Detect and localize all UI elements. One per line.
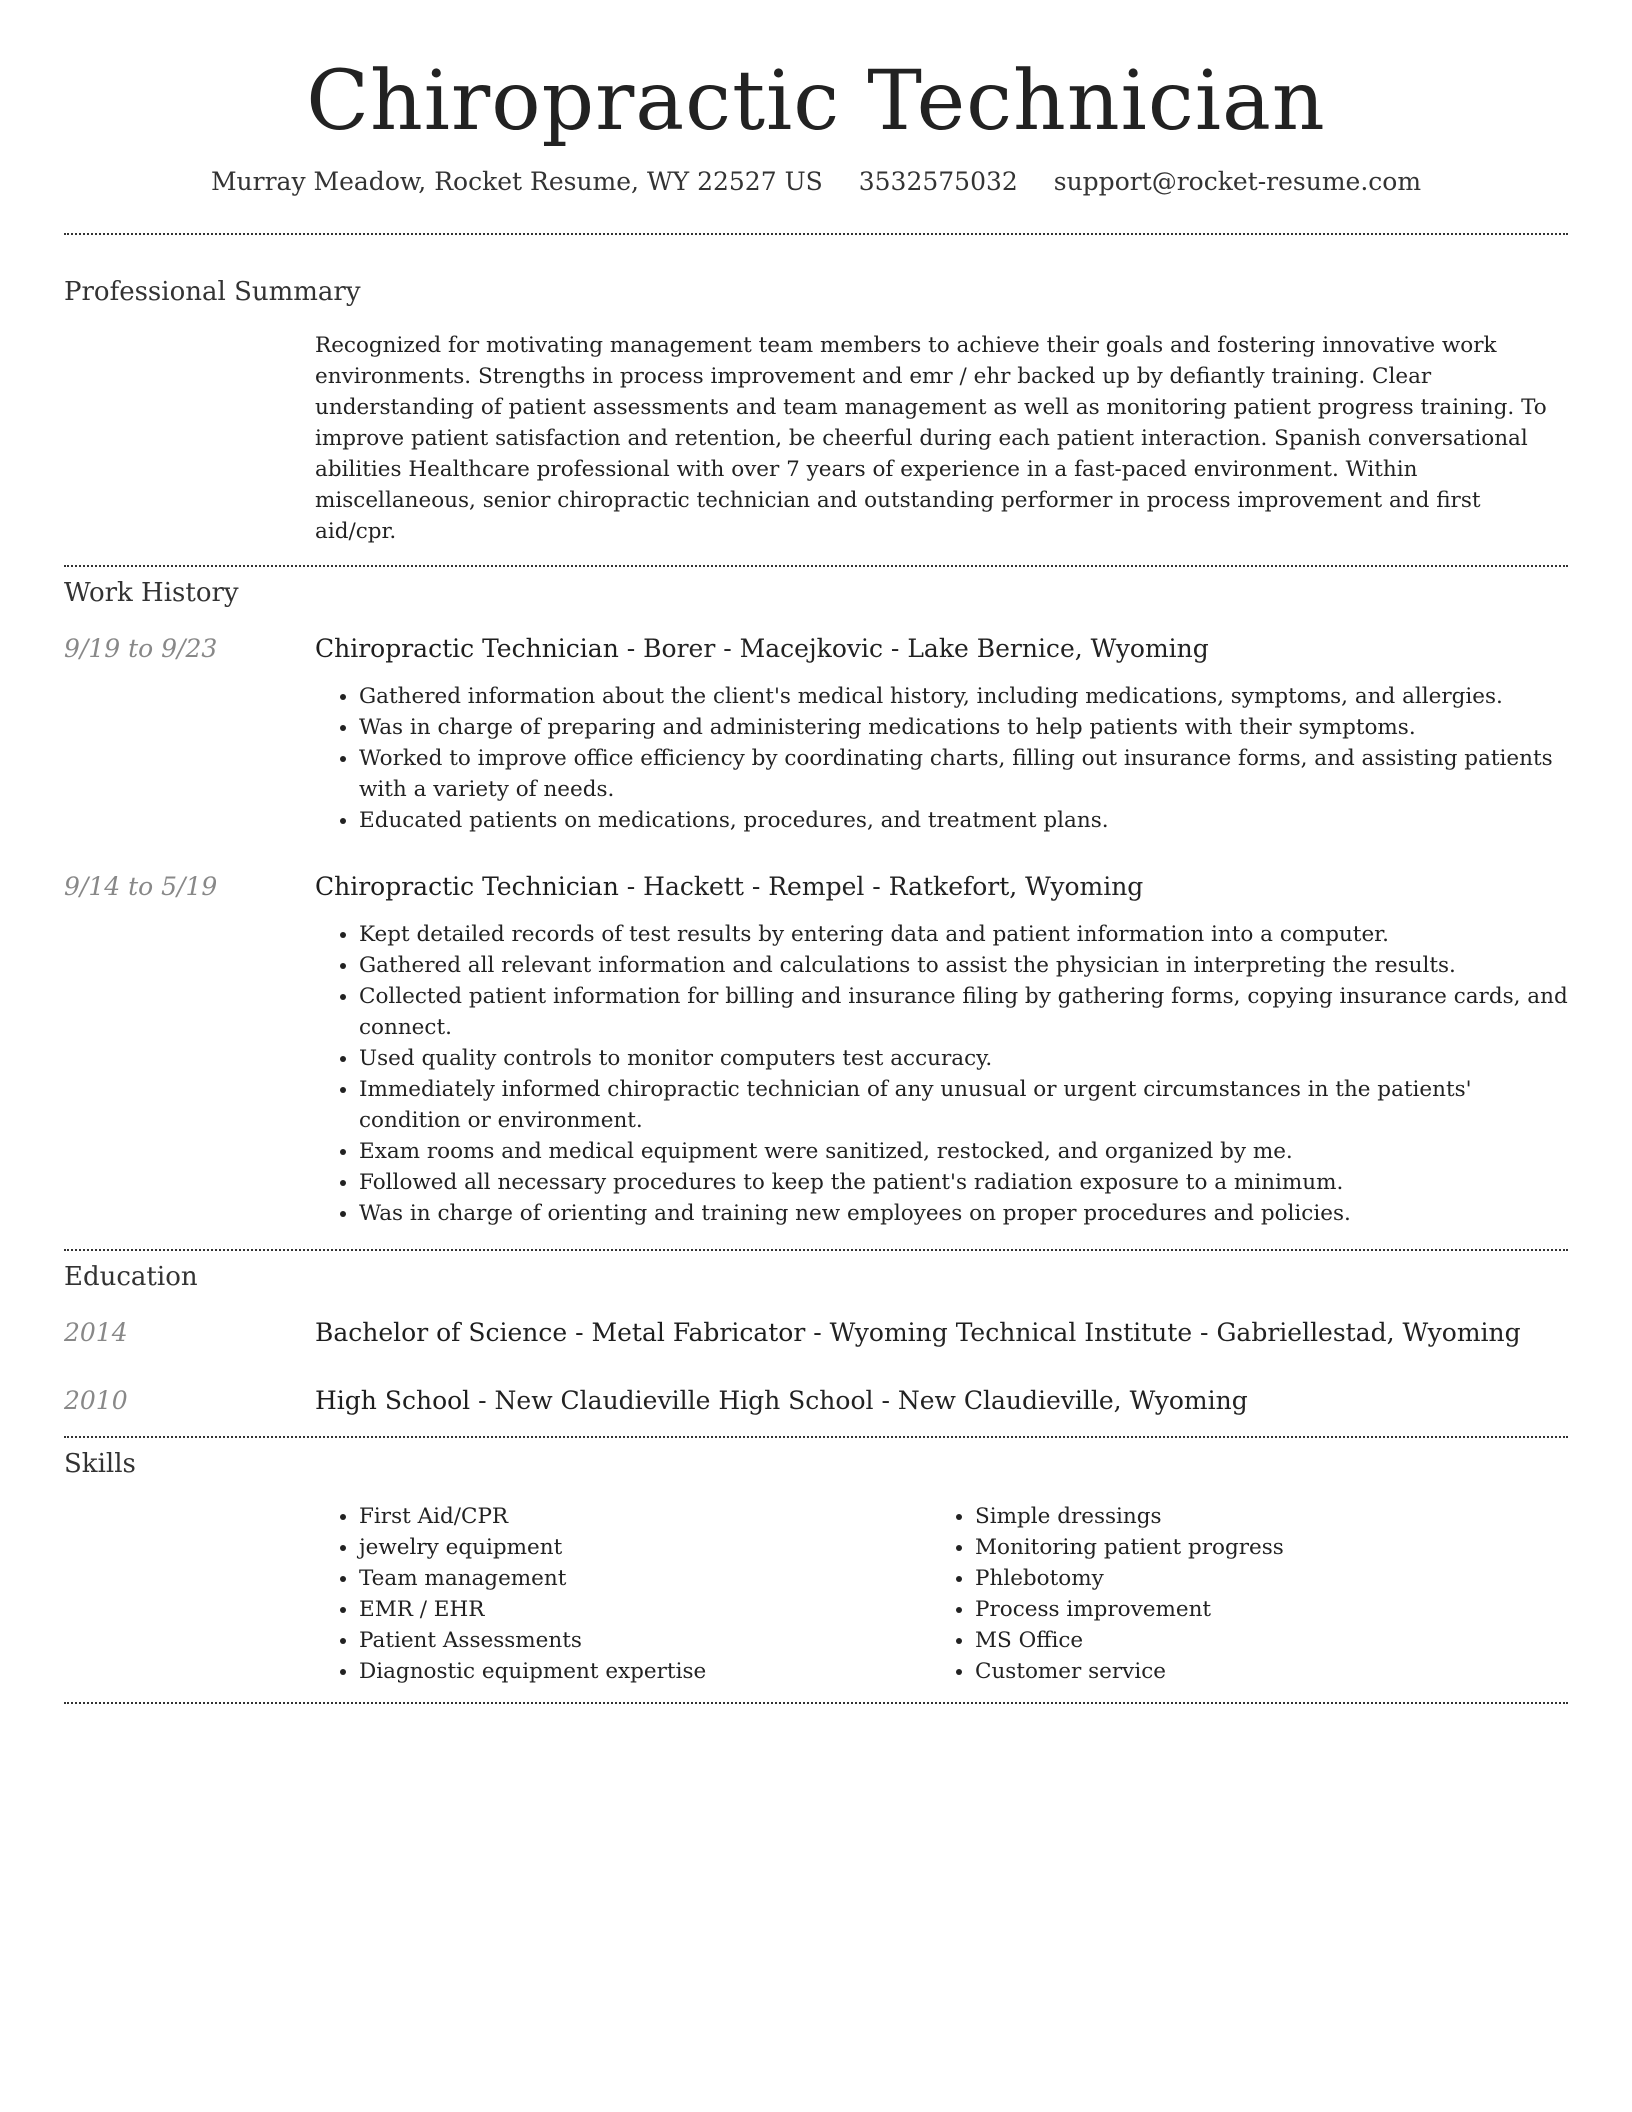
skill-item: • Simple dressings [975,1501,1284,1532]
education-heading [315,1384,1568,1418]
skill-item: • Diagnostic equipment expertise [359,1656,931,1687]
divider [64,233,1568,235]
job-entry [64,632,1568,836]
education-degree: High School [315,1386,471,1415]
skills-column-right [931,1501,1284,1687]
education-body [315,1384,1568,1418]
job-bullet: • Used quality controls to monitor computers test accuracy. [359,1043,1568,1074]
skill-item: • jewelry equipment [359,1532,931,1563]
job-bullets [315,919,1568,1229]
divider [64,565,1568,567]
job-entry [64,870,1568,1229]
education-school: - New Claudieville High School - New Claudieville, Wyoming [470,1386,1248,1415]
skill-item: • Patient Assessments [359,1625,931,1656]
job-dates: 9/19 to 9/23 [64,634,218,663]
job-bullet: • Gathered all relevant information and calculations to assist the physician in interpreting the results. [359,950,1568,981]
education-body [315,1316,1568,1350]
divider [64,1249,1568,1251]
job-dates: 9/14 to 5/19 [64,872,218,901]
section-title-summary: Professional Summary [64,277,361,307]
education-year: 2010 [64,1386,128,1415]
education-degree: Bachelor of Science - Metal Fabricator [315,1318,806,1347]
job-bullet: • Was in charge of preparing and administering medications to help patients with their symptoms. [359,712,1568,743]
skills-column-left [315,1501,931,1687]
education-entry [64,1384,1568,1418]
job-heading [315,870,1568,904]
education-entry [64,1316,1568,1350]
job-bullet: • Kept detailed records of test results by entering data and patient information into a computer. [359,919,1568,950]
job-heading [315,632,1568,666]
job-employer: - Hackett - Rempel - Ratkefort, Wyoming [618,872,1144,901]
job-employer: - Borer - Macejkovic - Lake Bernice, Wyoming [618,634,1209,663]
section-title-education: Education [64,1262,198,1292]
skill-item: • EMR / EHR [359,1594,931,1625]
job-bullet: • Worked to improve office efficiency by coordinating charts, filling out insurance forms, and assisting patients with a variety of needs. [359,743,1568,805]
skill-item: • First Aid/CPR [359,1501,931,1532]
skill-item: • Phlebotomy [975,1563,1284,1594]
job-body [315,870,1568,1229]
job-bullets [315,681,1568,836]
job-bullet: • Was in charge of orienting and training new employees on proper procedures and policies. [359,1198,1568,1229]
job-title: Chiropractic Technician [315,634,619,663]
skill-item: • Team management [359,1563,931,1594]
education-heading [315,1316,1568,1350]
section-title-skills: Skills [64,1449,136,1479]
job-bullet: • Immediately informed chiropractic technician of any unusual or urgent circumstances in the patients' condition or environment. [359,1074,1568,1136]
skill-item: • Process improvement [975,1594,1284,1625]
skills-list [315,1501,1568,1687]
resume-title: Chiropractic Technician [306,54,1326,149]
contact-phone: 3532575032 [858,167,1018,196]
section-title-work: Work History [64,578,239,608]
job-bullet: • Followed all necessary procedures to keep the patient's radiation exposure to a minimum. [359,1167,1568,1198]
job-bullet: • Educated patients on medications, procedures, and treatment plans. [359,805,1568,836]
skill-item: • MS Office [975,1625,1284,1656]
job-bullet: • Gathered information about the client's medical history, including medications, symptoms, and allergies. [359,681,1568,712]
divider [64,1436,1568,1438]
summary-text: Recognized for motivating management team members to achieve their goals and fostering innovative work environments. Strengths in process improvement and emr / ehr backed up by defiantly training. Clear understanding of patient assessments and team management as well as monitoring patient progress training. To improve patient satisfaction and retention, be cheerful during each patient interaction. Spanish conversational abilities Healthcare professional with over 7 years of experience in a fast-paced environment. Within miscellaneous, senior chiropractic technician and outstanding performer in process improvement and first aid/cpr. [315,333,1547,544]
contact-line [64,166,1568,198]
skill-item: • Customer service [975,1656,1284,1687]
skill-item: • Monitoring patient progress [975,1532,1284,1563]
divider [64,1702,1568,1704]
contact-email: support@rocket-resume.com [1053,167,1422,196]
education-year: 2014 [64,1318,128,1347]
job-bullet: • Exam rooms and medical equipment were sanitized, restocked, and organized by me. [359,1136,1568,1167]
contact-address: Murray Meadow, Rocket Resume, WY 22527 US [210,167,823,196]
education-school: - Wyoming Technical Institute - Gabriellestad, Wyoming [805,1318,1521,1347]
job-bullet: • Collected patient information for billing and insurance filing by gathering forms, copying insurance cards, and connect. [359,981,1568,1043]
job-body [315,632,1568,836]
resume-page [64,0,1568,1704]
job-title: Chiropractic Technician [315,872,619,901]
